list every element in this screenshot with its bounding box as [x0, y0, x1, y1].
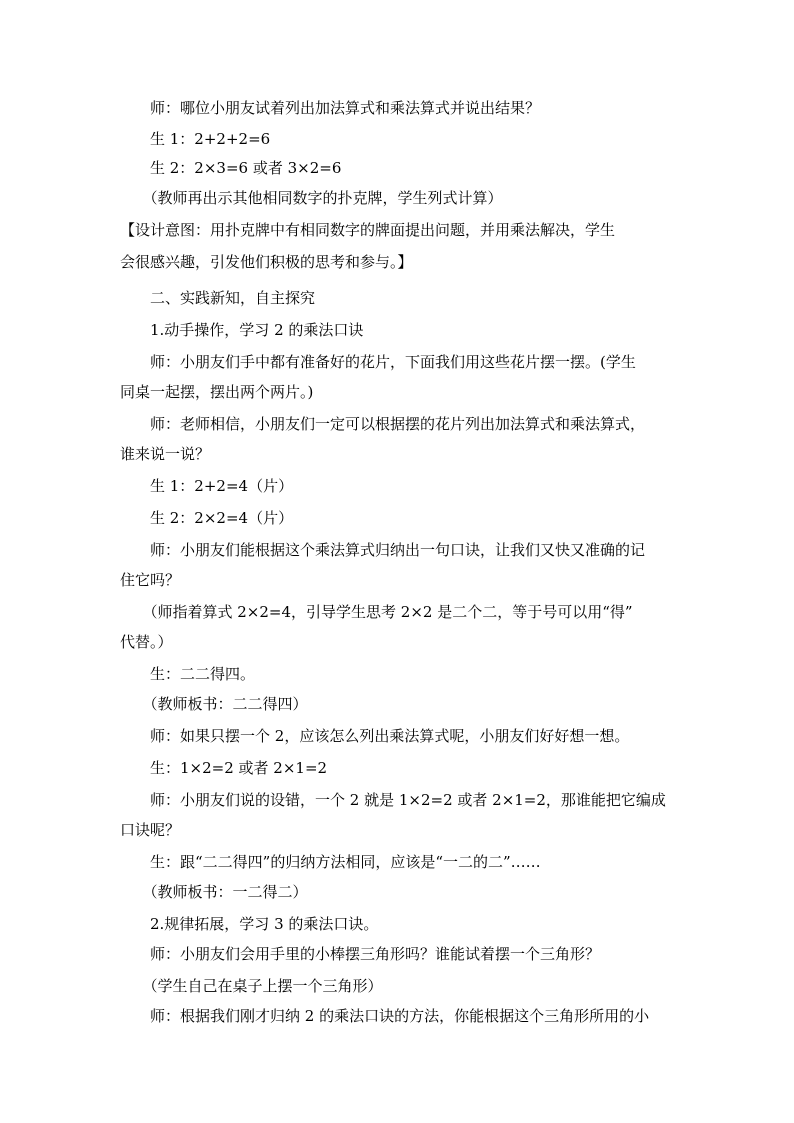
text-line: 师：哪位小朋友试着列出加法算式和乘法算式并说出结果？ — [120, 99, 541, 117]
text-line: 生 2：2×2=4（片） — [120, 509, 294, 527]
text-line: 生：1×2=2 或者 2×1=2 — [120, 759, 328, 777]
text-line: 师：小朋友们能根据这个乘法算式归纳出一句口诀，让我们又快又准确的记 — [120, 541, 646, 559]
text-line: 生：跟“二二得四”的归纳方法相同，应该是“一二的二”…… — [120, 853, 541, 871]
text-line: 生 2：2×3=6 或者 3×2=6 — [120, 159, 342, 177]
text-line: 同桌一起摆，摆出两个两片。) — [120, 383, 314, 401]
section-heading: 二、实践新知，自主探究 — [120, 289, 316, 307]
text-line: 【设计意图：用扑克牌中有相同数字的牌面提出问题，并用乘法解决，学生 — [120, 221, 616, 239]
text-line: 师：如果只摆一个 2，应该怎么列出乘法算式呢，小朋友们好好想一想。 — [120, 727, 630, 745]
text-line: （师指着算式 2×2=4，引导学生思考 2×2 是二个二，等于号可以用“得” — [120, 603, 633, 621]
subsection-heading: 1.动手操作，学习 2 的乘法口诀 — [120, 321, 364, 339]
text-line: 代替。） — [120, 633, 173, 651]
text-line: 会很感兴趣，引发他们积极的思考和参与。】 — [120, 253, 413, 271]
subsection-heading: 2.规律拓展，学习 3 的乘法口诀。 — [120, 915, 379, 933]
text-line: 师：小朋友们会用手里的小棒摆三角形吗？谁能试着摆一个三角形？ — [120, 945, 601, 963]
text-line: 生 1：2+2=4（片） — [120, 477, 294, 495]
text-line: 生 1：2+2+2=6 — [120, 130, 271, 148]
text-line: （教师再出示其他相同数字的扑克牌，学生列式计算） — [120, 189, 503, 207]
text-line: 口诀呢？ — [120, 821, 181, 839]
text-line: 师：根据我们刚才归纳 2 的乘法口诀的方法，你能根据这个三角形所用的小 — [120, 1007, 650, 1025]
text-line: （教师板书：二二得四） — [120, 695, 308, 713]
text-line: 生：二二得四。 — [120, 665, 256, 683]
text-line: 谁来说一说？ — [120, 445, 211, 463]
text-line: 师：小朋友们说的设错，一个 2 就是 1×2=2 或者 2×1=2，那谁能把它编成 — [120, 791, 666, 809]
text-line: （学生自己在桌子上摆一个三角形） — [120, 977, 383, 995]
text-line: 师：老师相信，小朋友们一定可以根据摆的花片列出加法算式和乘法算式， — [120, 415, 646, 433]
text-line: 师：小朋友们手中都有准备好的花片，下面我们用这些花片摆一摆。(学生 — [120, 353, 636, 371]
text-line: （教师板书：一二得二） — [120, 883, 308, 901]
text-line: 住它吗？ — [120, 571, 181, 589]
